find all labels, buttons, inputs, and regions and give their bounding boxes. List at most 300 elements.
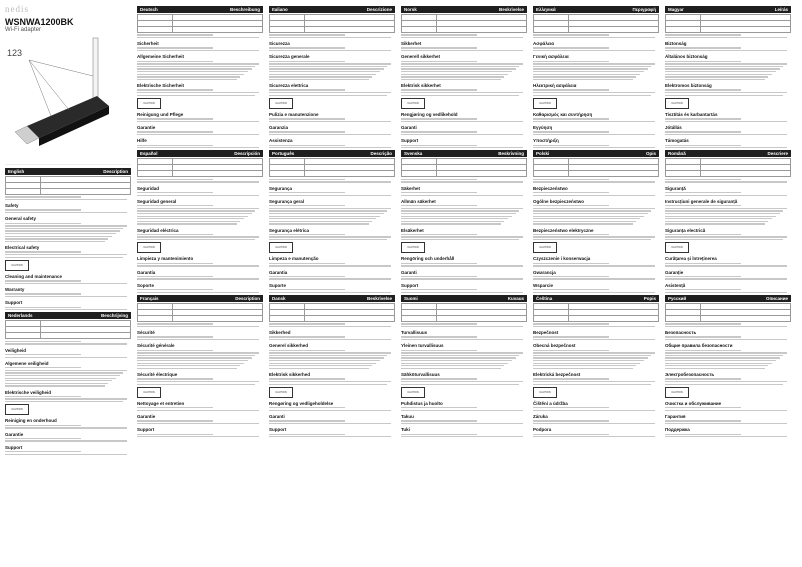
spec-cell-value bbox=[173, 171, 263, 177]
section-heading: Jótállás bbox=[665, 125, 682, 131]
section-label: Opis bbox=[645, 151, 656, 157]
caution-box bbox=[665, 98, 689, 109]
text-line bbox=[137, 236, 259, 237]
caution-warning bbox=[269, 387, 395, 398]
text-line bbox=[269, 352, 391, 353]
text-line bbox=[533, 355, 651, 356]
text-line bbox=[665, 239, 783, 240]
text-line bbox=[401, 76, 504, 77]
section-heading: Wsparcie bbox=[533, 282, 554, 288]
text-line bbox=[5, 383, 108, 384]
section-heading: Garanti bbox=[401, 269, 417, 275]
text-line bbox=[665, 355, 783, 356]
text-line bbox=[5, 209, 81, 210]
text-line bbox=[269, 66, 387, 67]
text-line bbox=[269, 213, 384, 214]
caution-box bbox=[401, 387, 425, 398]
caution-label: CAUTION bbox=[275, 246, 287, 250]
section-heading: Seguridad bbox=[137, 185, 160, 191]
text-line bbox=[269, 76, 372, 77]
text-line bbox=[137, 223, 237, 224]
text-line bbox=[5, 438, 81, 439]
text-line bbox=[401, 236, 523, 237]
product-image bbox=[5, 36, 131, 165]
callout-numbers: 123 bbox=[7, 48, 23, 58]
section-heading: Elektrische Sicherheit bbox=[137, 83, 185, 89]
spec-cell-value bbox=[305, 315, 395, 321]
spec-row bbox=[138, 171, 263, 177]
text-line bbox=[665, 221, 768, 222]
spec-table bbox=[665, 158, 791, 177]
section-heading: Cleaning and maintenance bbox=[5, 273, 63, 279]
text-line bbox=[665, 145, 741, 146]
text-line bbox=[401, 384, 519, 385]
caution-warning bbox=[533, 98, 659, 109]
text-line bbox=[5, 223, 81, 224]
spec-table bbox=[665, 303, 791, 322]
text-line bbox=[401, 360, 512, 361]
text-line bbox=[533, 92, 655, 93]
text-line bbox=[269, 289, 345, 290]
language-name: English bbox=[8, 169, 25, 174]
text-line bbox=[401, 208, 523, 209]
text-line bbox=[137, 195, 259, 196]
text-line bbox=[137, 218, 244, 219]
caution-warning bbox=[137, 242, 263, 253]
section-heading: Support bbox=[137, 427, 155, 433]
text-line bbox=[269, 263, 345, 264]
text-line bbox=[533, 79, 633, 80]
text-line bbox=[401, 276, 477, 277]
language-header bbox=[533, 295, 659, 302]
text-line bbox=[665, 74, 772, 75]
model-number: WSNWA1200BK bbox=[5, 17, 74, 27]
text-line bbox=[665, 434, 741, 435]
language-header bbox=[401, 6, 527, 13]
language-name: Svenska bbox=[404, 151, 423, 157]
text-line bbox=[533, 95, 651, 96]
text-line bbox=[533, 37, 655, 38]
text-line bbox=[401, 365, 504, 366]
text-line bbox=[5, 241, 105, 242]
language-header bbox=[665, 6, 791, 13]
section-heading: Garanti bbox=[269, 414, 285, 420]
language-name: Polski bbox=[536, 151, 550, 157]
section-heading: Ασφάλεια bbox=[533, 41, 554, 47]
caution-box bbox=[137, 387, 161, 398]
spec-cell-key bbox=[666, 27, 701, 33]
text-line bbox=[269, 239, 387, 240]
section-heading: Elektrische veiligheid bbox=[5, 389, 52, 395]
spec-cell-key bbox=[402, 171, 437, 177]
text-line bbox=[665, 357, 780, 358]
section-heading: Tisztítás és karbantartás bbox=[665, 111, 718, 117]
section-heading: Support bbox=[269, 427, 287, 433]
spec-row bbox=[138, 315, 263, 321]
section-heading: Поддержка bbox=[665, 427, 690, 433]
text-line bbox=[401, 436, 523, 437]
text-line bbox=[269, 121, 391, 122]
text-line bbox=[401, 223, 501, 224]
text-line bbox=[269, 276, 345, 277]
spec-cell-key bbox=[402, 315, 437, 321]
spec-table bbox=[137, 14, 263, 33]
text-line bbox=[5, 440, 127, 441]
section-label: Popis bbox=[643, 295, 656, 301]
text-line bbox=[533, 336, 609, 337]
text-line bbox=[137, 221, 240, 222]
text-line bbox=[533, 234, 609, 235]
text-line bbox=[533, 89, 609, 90]
section-heading: Rengøring og vedligeholdelse bbox=[269, 400, 334, 406]
text-line bbox=[401, 434, 477, 435]
text-line bbox=[401, 95, 519, 96]
text-line bbox=[401, 336, 477, 337]
section-heading: Sähköturvallisuus bbox=[401, 372, 440, 378]
text-line bbox=[533, 239, 651, 240]
language-name: Português bbox=[272, 151, 295, 157]
text-line bbox=[401, 37, 523, 38]
section-heading: Támogatás bbox=[665, 138, 689, 144]
language-name: Română bbox=[668, 151, 686, 157]
text-line bbox=[533, 121, 655, 122]
section-heading: Reiniging en onderhoud bbox=[5, 418, 57, 424]
text-line bbox=[533, 66, 651, 67]
caution-box bbox=[137, 242, 161, 253]
text-line bbox=[269, 79, 369, 80]
section-heading: Garantia bbox=[269, 269, 288, 275]
section-heading: Rengjøring og vedlikehold bbox=[401, 111, 458, 117]
text-line bbox=[533, 223, 633, 224]
section-label: Beskrivning bbox=[498, 151, 524, 157]
text-line bbox=[269, 192, 345, 193]
text-line bbox=[5, 225, 127, 226]
section-heading: Nettoyage et entretien bbox=[137, 400, 185, 406]
text-line bbox=[665, 410, 787, 411]
section-heading: General safety bbox=[5, 216, 37, 222]
language-header bbox=[533, 6, 659, 13]
caution-box bbox=[533, 98, 557, 109]
section-heading: Curățarea și întreținerea bbox=[665, 256, 717, 262]
language-name: Ελληνικά bbox=[536, 7, 556, 12]
language-header bbox=[137, 295, 263, 302]
caution-label: CAUTION bbox=[11, 263, 23, 267]
text-line bbox=[137, 363, 244, 364]
section-label: Descrição bbox=[370, 151, 392, 157]
text-line bbox=[533, 350, 609, 351]
section-heading: Limpieza y mantenimiento bbox=[137, 256, 194, 262]
spec-cell-key bbox=[534, 171, 569, 177]
text-line bbox=[665, 210, 783, 211]
caution-label: CAUTION bbox=[539, 101, 551, 105]
text-line bbox=[533, 181, 655, 182]
text-line bbox=[665, 34, 741, 35]
caution-box bbox=[137, 98, 161, 109]
text-line bbox=[665, 420, 741, 421]
spec-table bbox=[401, 14, 527, 33]
section-heading: Электробезопасность bbox=[665, 372, 715, 378]
section-heading: Reinigung und Pflege bbox=[137, 111, 184, 117]
text-line bbox=[269, 118, 345, 119]
text-line bbox=[401, 326, 523, 327]
text-line bbox=[5, 378, 116, 379]
text-line bbox=[269, 205, 345, 206]
text-line bbox=[665, 218, 772, 219]
text-line bbox=[533, 179, 609, 180]
text-line bbox=[533, 213, 648, 214]
caution-warning bbox=[5, 260, 131, 271]
spec-cell-value bbox=[305, 171, 395, 177]
text-line bbox=[533, 216, 644, 217]
text-line bbox=[137, 181, 259, 182]
text-line bbox=[533, 61, 609, 62]
text-line bbox=[665, 339, 787, 340]
text-line bbox=[137, 360, 248, 361]
text-line bbox=[665, 205, 741, 206]
text-line bbox=[401, 218, 508, 219]
section-label: Description bbox=[103, 169, 128, 174]
text-line bbox=[665, 352, 787, 353]
text-line bbox=[269, 407, 345, 408]
section-heading: Allgemeine Sicherheit bbox=[137, 54, 185, 60]
text-line bbox=[401, 213, 516, 214]
text-line bbox=[5, 307, 81, 308]
text-line bbox=[401, 134, 523, 135]
text-line bbox=[665, 407, 741, 408]
text-line bbox=[269, 368, 369, 369]
text-line bbox=[269, 384, 387, 385]
section-heading: Sécurité générale bbox=[137, 343, 175, 349]
text-line bbox=[269, 265, 391, 266]
text-line bbox=[665, 223, 765, 224]
spec-cell-key bbox=[534, 315, 569, 321]
text-line bbox=[533, 423, 655, 424]
caution-warning bbox=[533, 242, 659, 253]
text-line bbox=[269, 61, 345, 62]
text-line bbox=[665, 134, 787, 135]
text-line bbox=[137, 350, 213, 351]
text-line bbox=[137, 37, 259, 38]
text-line bbox=[137, 134, 259, 135]
section-heading: Ogólne bezpieczeństwo bbox=[533, 198, 585, 204]
text-line bbox=[401, 210, 519, 211]
text-line bbox=[533, 265, 655, 266]
caution-box bbox=[269, 98, 293, 109]
section-heading: Support bbox=[401, 282, 419, 288]
section-heading: Support bbox=[5, 300, 23, 306]
spec-cell-value bbox=[701, 171, 791, 177]
text-line bbox=[269, 95, 387, 96]
text-line bbox=[5, 212, 127, 213]
text-line bbox=[5, 236, 112, 237]
section-heading: Generell sikkerhet bbox=[401, 54, 441, 60]
spec-row bbox=[666, 315, 791, 321]
text-line bbox=[137, 121, 259, 122]
column-5 bbox=[533, 4, 659, 563]
language-name: Čeština bbox=[536, 295, 553, 301]
caution-label: CAUTION bbox=[671, 246, 683, 250]
text-line bbox=[5, 343, 127, 344]
text-line bbox=[137, 323, 213, 324]
section-heading: Electrical safety bbox=[5, 245, 40, 251]
spec-cell-key bbox=[6, 189, 41, 195]
text-line bbox=[401, 147, 523, 148]
language-name: Русский bbox=[668, 295, 687, 301]
column-2 bbox=[137, 4, 263, 563]
text-line bbox=[533, 410, 655, 411]
text-line bbox=[5, 425, 81, 426]
caution-warning bbox=[665, 242, 791, 253]
text-line bbox=[665, 289, 741, 290]
text-line bbox=[269, 355, 387, 356]
text-line bbox=[137, 205, 213, 206]
caution-label: CAUTION bbox=[539, 246, 551, 250]
language-name: Norsk bbox=[404, 7, 417, 12]
section-label: Beschreibung bbox=[229, 7, 260, 12]
text-line bbox=[5, 233, 116, 234]
section-heading: Yleinen turvallisuus bbox=[401, 343, 444, 349]
section-heading: Support bbox=[5, 444, 23, 450]
text-line bbox=[269, 89, 345, 90]
section-heading: Čištění a údržba bbox=[533, 400, 568, 406]
text-line bbox=[269, 323, 345, 324]
text-line bbox=[137, 50, 259, 51]
text-line bbox=[269, 210, 387, 211]
text-line bbox=[269, 74, 376, 75]
spec-cell-key bbox=[666, 315, 701, 321]
text-line bbox=[269, 339, 391, 340]
text-line bbox=[137, 95, 255, 96]
text-line bbox=[665, 423, 787, 424]
text-line bbox=[533, 34, 609, 35]
caution-box bbox=[533, 387, 557, 398]
text-line bbox=[665, 121, 787, 122]
section-label: Описание bbox=[765, 295, 788, 301]
text-line bbox=[137, 355, 255, 356]
text-line bbox=[401, 410, 523, 411]
text-line bbox=[269, 63, 391, 64]
spec-table bbox=[5, 320, 131, 339]
section-heading: Очистка и обслуживание bbox=[665, 400, 722, 406]
spec-row bbox=[402, 27, 527, 33]
language-name: Français bbox=[140, 295, 159, 301]
section-label: Description bbox=[235, 295, 260, 301]
text-line bbox=[665, 63, 787, 64]
section-heading: Algemene veiligheid bbox=[5, 360, 49, 366]
text-line bbox=[5, 396, 81, 397]
text-line bbox=[269, 363, 376, 364]
caution-label: CAUTION bbox=[143, 101, 155, 105]
text-line bbox=[401, 79, 501, 80]
section-heading: Segurança elétrica bbox=[269, 227, 310, 233]
spec-cell-value bbox=[701, 315, 791, 321]
text-line bbox=[665, 326, 787, 327]
usb-adapter-icon bbox=[15, 96, 109, 146]
text-line bbox=[533, 365, 636, 366]
text-line bbox=[137, 68, 252, 69]
language-name: Español bbox=[140, 151, 158, 157]
caution-warning bbox=[665, 98, 791, 109]
text-line bbox=[533, 71, 644, 72]
text-line bbox=[401, 239, 519, 240]
text-line bbox=[137, 92, 259, 93]
text-line bbox=[401, 420, 477, 421]
caution-label: CAUTION bbox=[671, 101, 683, 105]
caution-warning bbox=[137, 98, 263, 109]
text-line bbox=[401, 74, 508, 75]
text-line bbox=[665, 336, 741, 337]
text-line bbox=[401, 50, 523, 51]
text-line bbox=[533, 407, 609, 408]
text-line bbox=[269, 436, 391, 437]
text-line bbox=[269, 181, 391, 182]
caution-label: CAUTION bbox=[407, 101, 419, 105]
text-line bbox=[269, 410, 391, 411]
spec-row bbox=[402, 171, 527, 177]
text-line bbox=[665, 368, 765, 369]
text-line bbox=[533, 378, 609, 379]
text-line bbox=[533, 292, 655, 293]
text-line bbox=[533, 50, 655, 51]
spec-cell-key bbox=[534, 27, 569, 33]
section-heading: Pulizia e manutenzione bbox=[269, 111, 319, 117]
caution-label: CAUTION bbox=[275, 390, 287, 394]
text-line bbox=[533, 368, 633, 369]
language-header bbox=[401, 295, 527, 302]
text-line bbox=[5, 375, 120, 376]
spec-table bbox=[269, 158, 395, 177]
text-line bbox=[269, 179, 345, 180]
text-line bbox=[269, 381, 391, 382]
caution-label: CAUTION bbox=[143, 246, 155, 250]
text-line bbox=[401, 350, 477, 351]
spec-cell-value bbox=[569, 171, 659, 177]
caution-warning bbox=[401, 387, 527, 398]
text-line bbox=[533, 118, 609, 119]
section-label: Descriere bbox=[767, 151, 788, 157]
text-line bbox=[5, 230, 120, 231]
text-line bbox=[137, 213, 252, 214]
language-name: Magyar bbox=[668, 7, 684, 12]
text-line bbox=[401, 66, 519, 67]
caution-warning bbox=[533, 387, 659, 398]
section-heading: Assistenza bbox=[269, 138, 293, 144]
text-line bbox=[665, 68, 780, 69]
text-line bbox=[533, 339, 655, 340]
text-line bbox=[401, 221, 504, 222]
text-line bbox=[137, 76, 240, 77]
section-heading: Garantie bbox=[137, 125, 156, 131]
section-heading: Безопасность bbox=[665, 330, 697, 336]
text-line bbox=[401, 131, 477, 132]
section-heading: Warranty bbox=[5, 287, 25, 293]
text-line bbox=[533, 434, 609, 435]
text-line bbox=[533, 195, 655, 196]
text-line bbox=[137, 336, 213, 337]
text-line bbox=[137, 352, 259, 353]
text-line bbox=[137, 420, 213, 421]
spec-cell-value bbox=[173, 315, 263, 321]
text-line bbox=[533, 218, 640, 219]
text-line bbox=[137, 423, 259, 424]
text-line bbox=[5, 309, 127, 310]
text-line bbox=[533, 276, 609, 277]
text-line bbox=[665, 61, 741, 62]
text-line bbox=[401, 378, 477, 379]
section-heading: Garanție bbox=[665, 269, 684, 275]
section-heading: Safety bbox=[5, 203, 19, 209]
text-line bbox=[137, 410, 259, 411]
